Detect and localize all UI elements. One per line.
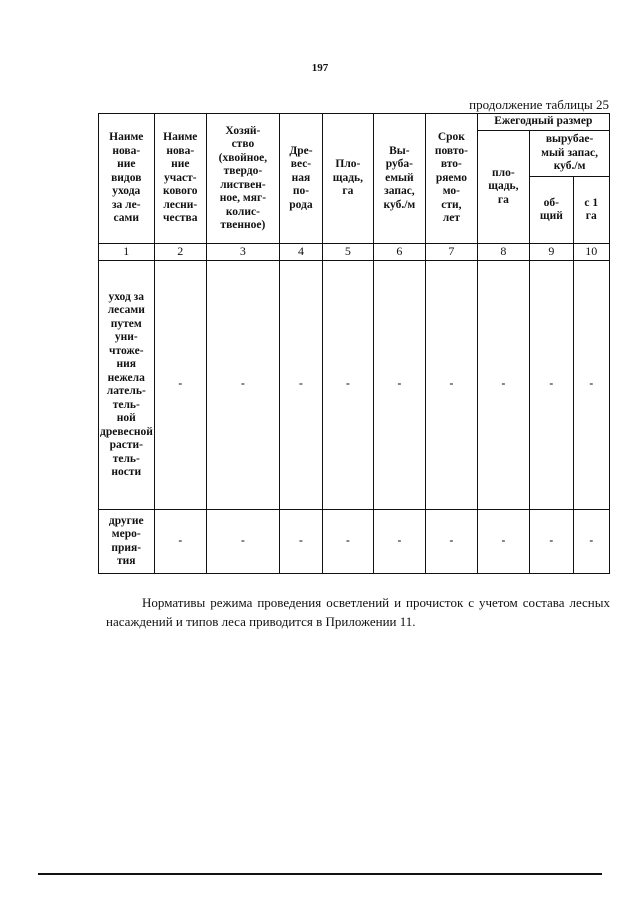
- header-cell-7: Срок повто- вто- ряемо мо- сти, лет: [426, 114, 478, 244]
- page-number: 197: [311, 62, 329, 74]
- column-number: 5: [323, 244, 373, 261]
- table-cell: -: [207, 510, 280, 574]
- table-cell: -: [530, 261, 573, 510]
- table-cell: -: [426, 510, 478, 574]
- header-cell-9: об- щий: [530, 177, 573, 244]
- table-cell: -: [426, 261, 478, 510]
- column-number: 7: [426, 244, 478, 261]
- table-cell: -: [477, 510, 530, 574]
- table-cell: -: [154, 261, 207, 510]
- table-cell: -: [154, 510, 207, 574]
- column-number: 9: [530, 244, 573, 261]
- table-cell: -: [279, 510, 322, 574]
- table-cell: -: [373, 261, 426, 510]
- table-cell: -: [573, 261, 609, 510]
- header-cell-1: Наиме нова- ние видов ухода за ле- сами: [99, 114, 155, 244]
- row-label: уход за лесами путем уни- чтоже- ния нежела латель- тель- ной древесной расти- тель- ности: [99, 261, 155, 510]
- column-number: 2: [154, 244, 207, 261]
- table-cell: -: [279, 261, 322, 510]
- column-number: 6: [373, 244, 426, 261]
- header-cell-4: Дре- вес- ная по- рода: [279, 114, 322, 244]
- column-number: 8: [477, 244, 530, 261]
- footer-rule: [38, 873, 602, 875]
- row-label: другие меро- прия- тия: [99, 510, 155, 574]
- header-subgroup-volume: вырубае- мый запас, куб./м: [530, 131, 610, 177]
- header-cell-5: Пло- щадь, га: [323, 114, 373, 244]
- header-cell-8: пло- щадь, га: [477, 131, 530, 244]
- column-number: 1: [99, 244, 155, 261]
- table-cell: -: [373, 510, 426, 574]
- table-caption: продолжение таблицы 25: [469, 97, 609, 112]
- header-cell-6: Вы- руба- емый запас, куб./м: [373, 114, 426, 244]
- table-cell: -: [323, 510, 373, 574]
- header-cell-10: с 1 га: [573, 177, 609, 244]
- data-table: [98, 113, 610, 574]
- table-row: [99, 261, 610, 510]
- header-group-annual: Ежегодный размер: [477, 114, 609, 131]
- table-cell: -: [573, 510, 609, 574]
- paragraph-text: Нормативы режима проведения осветлений и прочисток с учетом состава лесных насаждений и типов леса приводится в Приложении 11.: [106, 595, 610, 629]
- table-cell: -: [207, 261, 280, 510]
- table-row: [99, 510, 610, 574]
- table-cell: -: [530, 510, 573, 574]
- body-paragraph: [106, 593, 610, 631]
- header-cell-2: Наиме нова- ние участ- кового лесни- чества: [154, 114, 207, 244]
- header-cell-3: Хозяй- ство (хвойное, твердо- листвен- ное, мяг- колис- твенное): [207, 114, 280, 244]
- column-number: 10: [573, 244, 609, 261]
- table-cell: -: [477, 261, 530, 510]
- table-cell: -: [323, 261, 373, 510]
- column-number: 4: [279, 244, 322, 261]
- column-number: 3: [207, 244, 280, 261]
